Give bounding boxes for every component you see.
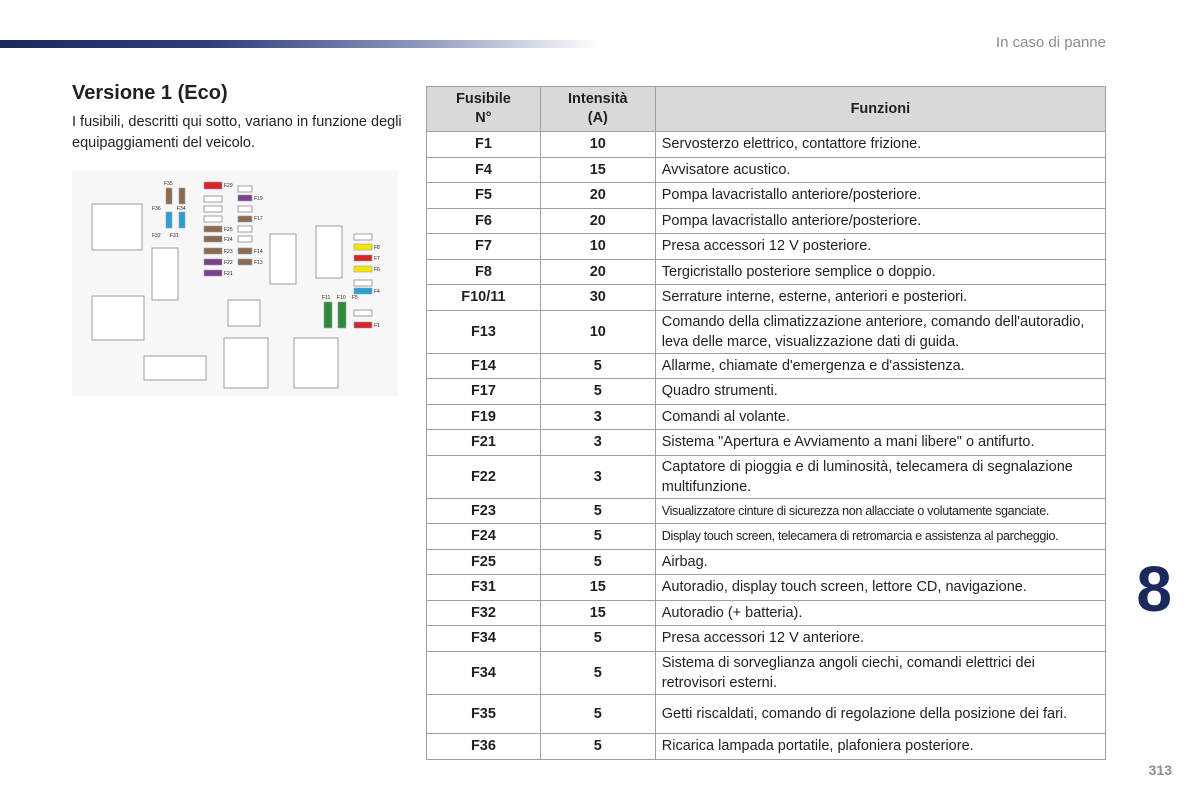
empty-slot [354, 280, 372, 286]
fuse-f32 [179, 212, 185, 228]
function-cell: Sistema di sorveglianza angoli ciechi, comandi elettrici dei retrovisori esterni. [655, 651, 1105, 694]
fuse-label-f6: F6 [374, 267, 380, 273]
fuse-cell: F23 [427, 498, 541, 524]
fuse-f14 [238, 248, 252, 254]
amp-cell: 20 [540, 259, 655, 285]
fuse-f24 [204, 236, 222, 242]
table-row [427, 524, 1106, 550]
table-row [427, 379, 1106, 405]
fuse-label-f34: F34 [177, 206, 186, 212]
amp-cell: 15 [540, 600, 655, 626]
relay-block [144, 356, 206, 380]
fuse-f8 [354, 244, 372, 250]
fuse-label-f14: F14 [254, 249, 263, 255]
function-cell: Serrature interne, esterne, anteriori e posteriori. [655, 285, 1105, 311]
fuse-f34 [179, 188, 185, 204]
amp-cell: 10 [540, 234, 655, 260]
fuse-label-f13: F13 [254, 260, 263, 266]
table-row [427, 234, 1106, 260]
fuse-table [426, 86, 1106, 760]
fuse-cell: F13 [427, 310, 541, 353]
fuse-label-f1: F1 [374, 323, 380, 329]
amp-cell: 5 [540, 524, 655, 550]
table-row [427, 404, 1106, 430]
fuse-f19 [238, 195, 252, 201]
table-row [427, 455, 1106, 498]
fuse-cell: F7 [427, 234, 541, 260]
section-title: Versione 1 (Eco) [72, 82, 228, 104]
table-row [427, 285, 1106, 311]
fuse-f23 [204, 248, 222, 254]
fuse-label-f10: F10 [337, 295, 346, 301]
fuse-f7 [354, 255, 372, 261]
amp-cell: 3 [540, 455, 655, 498]
fuse-cell: F8 [427, 259, 541, 285]
fuse-cell: F4 [427, 157, 541, 183]
fuse-label-f5: F5 [352, 295, 358, 301]
fuse-label-f19: F19 [254, 196, 263, 202]
table-row [427, 157, 1106, 183]
empty-slot [204, 206, 222, 212]
table-header-row [427, 87, 1106, 132]
running-head: In caso di panne [995, 34, 1106, 51]
amp-cell: 5 [540, 549, 655, 575]
table-row [427, 549, 1106, 575]
fuse-label-f4: F4 [374, 289, 380, 295]
table-row [427, 259, 1106, 285]
fuse-f1 [354, 322, 372, 328]
amp-cell: 30 [540, 285, 655, 311]
function-cell: Allarme, chiamate d'emergenza e d'assistenza. [655, 353, 1105, 379]
empty-slot [238, 226, 252, 232]
amp-cell: 20 [540, 208, 655, 234]
table-row [427, 208, 1106, 234]
fuse-box-diagram [72, 170, 398, 396]
fuse-label-f17: F17 [254, 216, 263, 222]
fuse-f29 [204, 182, 222, 189]
function-cell: Presa accessori 12 V anteriore. [655, 626, 1105, 652]
function-cell: Autoradio, display touch screen, lettore CD, navigazione. [655, 575, 1105, 601]
amp-cell: 10 [540, 310, 655, 353]
fuse-label-f7: F7 [374, 256, 380, 262]
function-cell: Servosterzo elettrico, contattore frizione. [655, 132, 1105, 158]
header-fuse: Fusibile N° [427, 87, 541, 132]
function-cell: Captatore di pioggia e di luminosità, telecamera di segnalazione multifunzione. [655, 455, 1105, 498]
header-func: Funzioni [655, 87, 1105, 132]
amp-cell: 5 [540, 626, 655, 652]
fuse-cell: F5 [427, 183, 541, 209]
fuse-label-f21: F21 [224, 271, 233, 277]
relay-block [294, 338, 338, 388]
table-row [427, 310, 1106, 353]
amp-cell: 5 [540, 379, 655, 405]
relay-block [224, 338, 268, 388]
function-cell: Comandi al volante. [655, 404, 1105, 430]
empty-slot [238, 186, 252, 192]
fuse-label-f31: F31 [170, 233, 179, 239]
fuse-f4 [354, 288, 372, 294]
fuse-label-f36: F36 [152, 206, 161, 212]
function-cell: Comando della climatizzazione anteriore, comando dell'autoradio, leva delle marce, visualizzazione dati di guida. [655, 310, 1105, 353]
fuse-box-svg [72, 170, 398, 396]
function-cell: Getti riscaldati, comando di regolazione della posizione dei fari. [655, 694, 1105, 733]
fuse-cell: F14 [427, 353, 541, 379]
fuse-label-f35: F35 [164, 181, 173, 187]
empty-slot [204, 196, 222, 202]
fuse-label-f8: F8 [374, 245, 380, 251]
table-row [427, 353, 1106, 379]
empty-slot [354, 234, 372, 240]
amp-cell: 15 [540, 157, 655, 183]
relay-block [152, 248, 178, 300]
fuse-cell: F22 [427, 455, 541, 498]
table-row [427, 651, 1106, 694]
fuse-f13 [238, 259, 252, 265]
fuse-cell: F19 [427, 404, 541, 430]
header-amp: Intensità (A) [540, 87, 655, 132]
relay-block [228, 300, 260, 326]
function-cell: Display touch screen, telecamera di retromarcia e assistenza al parcheggio. [655, 524, 1105, 550]
function-cell: Quadro strumenti. [655, 379, 1105, 405]
intro-text: I fusibili, descritti qui sotto, variano in funzione degli equipaggiamenti del veicolo. [72, 114, 402, 151]
fuse-f11 [324, 302, 332, 328]
amp-cell: 15 [540, 575, 655, 601]
fuse-cell: F24 [427, 524, 541, 550]
relay-block [92, 204, 142, 250]
amp-cell: 5 [540, 694, 655, 733]
fuse-label-f23: F23 [224, 249, 233, 255]
function-cell: Tergicristallo posteriore semplice o doppio. [655, 259, 1105, 285]
function-cell: Presa accessori 12 V posteriore. [655, 234, 1105, 260]
relay-block [316, 226, 342, 278]
amp-cell: 5 [540, 733, 655, 759]
fuse-label-f25: F25 [224, 227, 233, 233]
table-row [427, 626, 1106, 652]
amp-cell: 5 [540, 498, 655, 524]
fuse-label-f24: F24 [224, 237, 233, 243]
fuse-cell: F32 [427, 600, 541, 626]
function-cell: Ricarica lampada portatile, plafoniera posteriore. [655, 733, 1105, 759]
table-row [427, 575, 1106, 601]
fuse-cell: F34 [427, 626, 541, 652]
fuse-f21 [204, 270, 222, 276]
fuse-cell: F21 [427, 430, 541, 456]
table-row [427, 694, 1106, 733]
fuse-f10 [338, 302, 346, 328]
header-color-bar [0, 40, 600, 48]
empty-slot [238, 206, 252, 212]
empty-slot [354, 310, 372, 316]
function-cell: Autoradio (+ batteria). [655, 600, 1105, 626]
function-cell: Avvisatore acustico. [655, 157, 1105, 183]
fuse-label-f22: F22 [224, 260, 233, 266]
fuse-cell: F31 [427, 575, 541, 601]
function-cell: Pompa lavacristallo anteriore/posteriore. [655, 208, 1105, 234]
amp-cell: 5 [540, 651, 655, 694]
table-row [427, 430, 1106, 456]
relay-block [270, 234, 296, 284]
function-cell: Pompa lavacristallo anteriore/posteriore. [655, 183, 1105, 209]
fuse-label-f29: F29 [224, 183, 233, 189]
fuse-cell: F35 [427, 694, 541, 733]
fuse-f25 [204, 226, 222, 232]
amp-cell: 5 [540, 353, 655, 379]
amp-cell: 20 [540, 183, 655, 209]
fuse-f6 [354, 266, 372, 272]
fuse-f22 [204, 259, 222, 265]
fuse-label-f11: F11 [322, 295, 331, 301]
relay-block [92, 296, 144, 340]
fuse-f36 [166, 212, 172, 228]
fuse-cell: F36 [427, 733, 541, 759]
function-cell: Visualizzatore cinture di sicurezza non allacciate o volutamente sganciate. [655, 498, 1105, 524]
function-cell: Airbag. [655, 549, 1105, 575]
fuse-f17 [238, 216, 252, 222]
table-row [427, 600, 1106, 626]
page-number: 313 [1148, 762, 1172, 778]
table-row [427, 183, 1106, 209]
fuse-label-f32: F32 [152, 233, 161, 239]
fuse-cell: F10/11 [427, 285, 541, 311]
fuse-cell: F1 [427, 132, 541, 158]
empty-slot [204, 216, 222, 222]
fuse-f35 [166, 188, 172, 204]
amp-cell: 10 [540, 132, 655, 158]
fuse-cell: F34 [427, 651, 541, 694]
fuse-cell: F17 [427, 379, 541, 405]
function-cell: Sistema "Apertura e Avviamento a mani libere" o antifurto. [655, 430, 1105, 456]
chapter-number: 8 [1136, 553, 1172, 625]
fuse-cell: F25 [427, 549, 541, 575]
table-row [427, 733, 1106, 759]
table-row [427, 132, 1106, 158]
amp-cell: 3 [540, 404, 655, 430]
amp-cell: 3 [540, 430, 655, 456]
fuse-cell: F6 [427, 208, 541, 234]
empty-slot [238, 236, 252, 242]
table-row [427, 498, 1106, 524]
